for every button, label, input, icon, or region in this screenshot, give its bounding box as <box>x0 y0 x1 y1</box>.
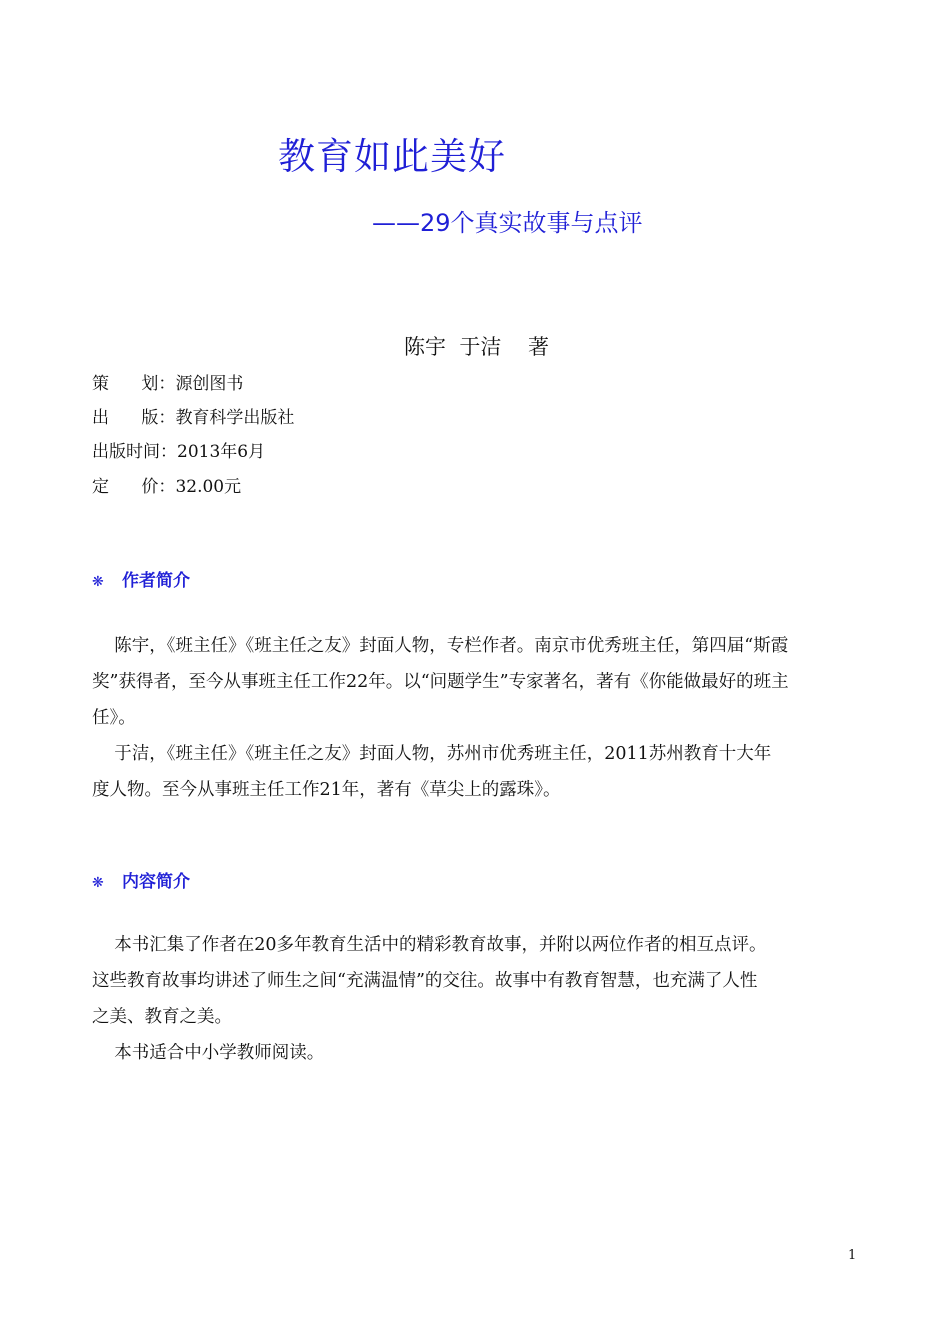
meta-label: 出 版： <box>92 408 176 428</box>
document-subtitle: ——29个真实故事与点评 <box>372 209 643 237</box>
meta-label: 出版时间： <box>92 442 177 462</box>
meta-value: 2013年6月 <box>177 442 266 462</box>
meta-price <box>92 472 241 497</box>
meta-value: 教育科学出版社 <box>175 408 295 428</box>
meta-label: 策 划： <box>92 374 176 394</box>
section-heading-text: 内容简介 <box>122 872 190 892</box>
text-line: 本书适合中小学教师阅读。 <box>92 1043 325 1063</box>
section-heading-text: 作者简介 <box>122 571 190 591</box>
text-line: 这些教育故事均讲述了师生之间“充满温情”的交往。故事中有教育智慧，也充满了人性 <box>92 971 758 991</box>
asterisk-bullet-icon: ❋ <box>92 875 104 891</box>
page-number: 1 <box>848 1248 857 1263</box>
text-line: 度人物。至今从事班主任工作21年，著有《草尖上的露珠》。 <box>92 780 561 800</box>
meta-value: 源创图书 <box>175 374 244 394</box>
section-heading-content <box>92 867 190 892</box>
author-line: 陈宇 于洁 著 <box>404 335 550 359</box>
meta-planning <box>92 369 243 394</box>
content-intro-paragraph <box>92 927 767 1071</box>
text-line: 奖”获得者，至今从事班主任工作22年。以“问题学生”专家著名，著有《你能做最好的班主 <box>92 672 789 692</box>
text-line: 之美、教育之美。 <box>92 1007 232 1027</box>
text-line: 于洁，《班主任》《班主任之友》封面人物，苏州市优秀班主任，2011苏州教育十大年 <box>92 744 772 764</box>
section-heading-author <box>92 566 190 591</box>
asterisk-bullet-icon: ❋ <box>92 574 104 590</box>
meta-publish-date <box>92 437 265 462</box>
author-intro-paragraph <box>92 628 789 808</box>
meta-value: 32.00元 <box>175 477 242 497</box>
text-line: 陈宇，《班主任》《班主任之友》封面人物，专栏作者。南京市优秀班主任，第四届“斯霞 <box>92 636 789 656</box>
meta-label: 定 价： <box>92 477 176 497</box>
text-line: 任》。 <box>92 708 136 728</box>
text-line: 本书汇集了作者在20多年教育生活中的精彩教育故事，并附以两位作者的相互点评。 <box>92 935 767 955</box>
document-title: 教育如此美好 <box>278 135 506 178</box>
meta-publisher <box>92 403 294 428</box>
